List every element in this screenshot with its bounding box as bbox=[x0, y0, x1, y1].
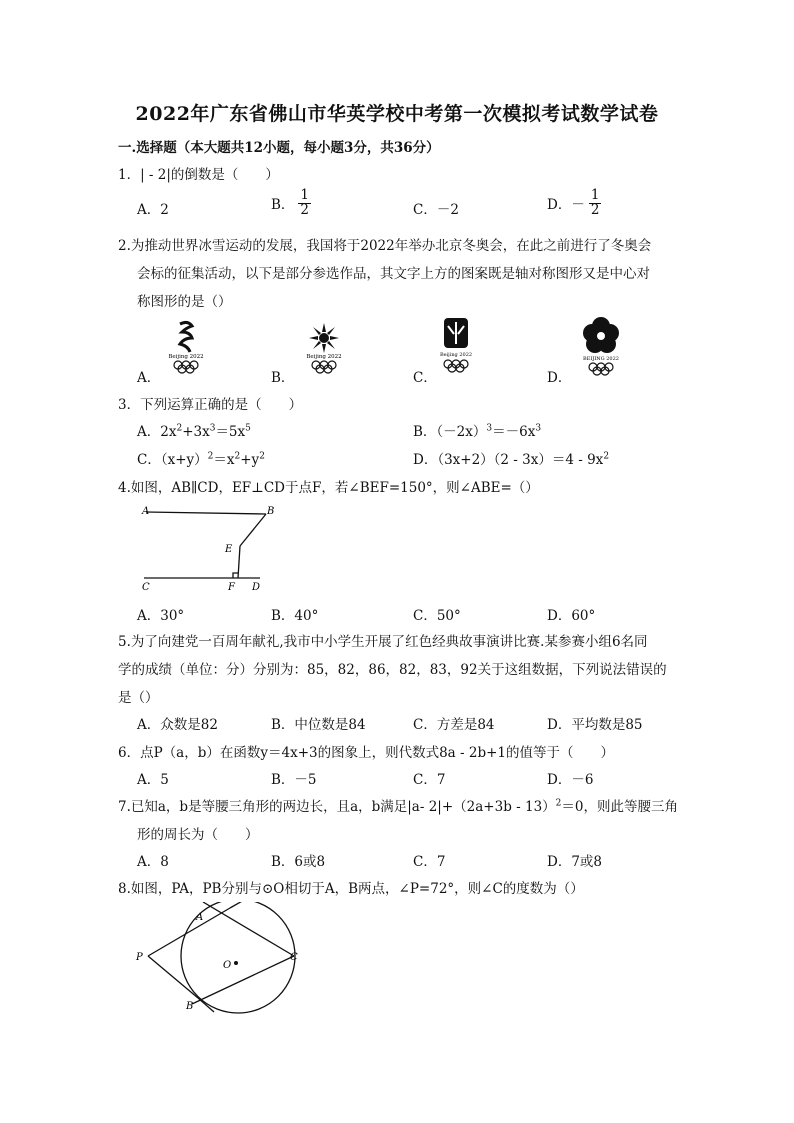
q2-option-d: D． bbox=[547, 370, 572, 386]
logo-c-caption: Beijing 2022 bbox=[439, 352, 473, 358]
logo-b-image bbox=[296, 318, 352, 376]
q8-label-b: B bbox=[186, 1001, 194, 1012]
q1-d-label: D．－ bbox=[547, 197, 585, 213]
q5-line-3: 是（） bbox=[118, 690, 159, 706]
q7-option-c: C．7 bbox=[413, 854, 446, 870]
q7-line-1-exp: 2 bbox=[555, 798, 562, 809]
logo-a-caption: Beijing 2022 bbox=[168, 354, 204, 360]
q7-line-1-part2: ＝0，则此等腰三角 bbox=[561, 799, 678, 815]
q1-option-c: C．－2 bbox=[413, 202, 459, 218]
q3-a-part1: A．2x bbox=[137, 424, 177, 440]
q2-line-2: 会标的征集活动，以下是部分参选作品，其文字上方的图案既是轴对称图形又是中心对 bbox=[137, 266, 650, 282]
q4-label-a: A bbox=[142, 506, 150, 517]
q8-label-o: O bbox=[223, 960, 232, 971]
q5-option-b: B．中位数是84 bbox=[271, 717, 366, 733]
q7-line-2: 形的周长为（ ） bbox=[137, 827, 259, 843]
q3-a-part3: ＝5x bbox=[215, 424, 246, 440]
q7-option-b: B．6或8 bbox=[271, 854, 326, 870]
q3-a-exp3: 5 bbox=[245, 423, 251, 434]
q3-a-exp2: 3 bbox=[209, 423, 216, 434]
logo-b-caption: Beijing 2022 bbox=[306, 354, 342, 360]
q8-label-p: P bbox=[136, 952, 143, 963]
q1-d-fraction bbox=[589, 189, 602, 217]
q1-option-b bbox=[271, 189, 311, 217]
section-heading: 一.选择题（本大题共12小题，每小题3分，共36分） bbox=[118, 140, 440, 156]
q4-label-e: E bbox=[225, 544, 233, 555]
q3-c-part3: +y bbox=[240, 452, 260, 468]
q2-option-a: A． bbox=[137, 370, 161, 386]
q8-figure bbox=[132, 902, 312, 1018]
exam-title: 2022年广东省佛山市华英学校中考第一次模拟考试数学试卷 bbox=[135, 103, 659, 125]
q1-b-denominator: 2 bbox=[300, 201, 310, 218]
q4-option-d: D．60° bbox=[547, 608, 596, 624]
q8-label-c: C bbox=[290, 952, 298, 963]
q3-d-exp1: 2 bbox=[603, 451, 610, 462]
q1-b-numerator: 1 bbox=[300, 187, 310, 203]
q1-stem: 1．| - 2|的倒数是（ ） bbox=[118, 167, 279, 183]
q3-a-exp1: 2 bbox=[176, 423, 183, 434]
q3-c-part1: C．（x+y） bbox=[137, 452, 208, 468]
q6-option-c: C．7 bbox=[413, 772, 446, 788]
q7-option-d: D．7或8 bbox=[547, 854, 603, 870]
q3-option-d bbox=[413, 448, 609, 468]
q6-option-a: A．5 bbox=[137, 772, 169, 788]
q3-option-c bbox=[137, 448, 265, 468]
q3-c-exp2: 2 bbox=[234, 451, 241, 462]
q4-option-a: A．30° bbox=[137, 608, 185, 624]
q2-option-b: B． bbox=[271, 370, 295, 386]
q1-d-denominator: 2 bbox=[590, 201, 600, 218]
q3-option-a bbox=[137, 420, 251, 440]
q5-option-a: A．众数是82 bbox=[137, 717, 218, 733]
q5-line-2: 学的成绩（单位：分）分别为：85，82，86，82，83，92关于这组数据，下列说法错误的 bbox=[118, 662, 667, 678]
q4-label-c: C bbox=[142, 582, 150, 593]
q7-line-1-part1: 7.已知a，b是等腰三角形的两边长，且a，b满足|a- 2|+（2a+3b - 13） bbox=[118, 799, 556, 815]
q1-option-d bbox=[547, 189, 601, 217]
q5-option-c: C．方差是84 bbox=[413, 717, 495, 733]
q5-option-d: D．平均数是85 bbox=[547, 717, 643, 733]
logo-d-image bbox=[573, 316, 629, 376]
logo-a-image bbox=[158, 318, 214, 376]
q1-b-fraction bbox=[298, 189, 311, 217]
q3-c-exp3: 2 bbox=[259, 451, 265, 462]
q3-a-part2: +3x bbox=[182, 424, 210, 440]
q2-line-1: 2.为推动世界冰雪运动的发展，我国将于2022年举办北京冬奥会，在此之前进行了冬奥会 bbox=[118, 238, 652, 254]
q3-d-part1: D．（3x+2）（2 - 3x）＝4 - 9x bbox=[413, 452, 604, 468]
logo-d-caption: BEIJING 2022 bbox=[583, 356, 619, 362]
q1-b-label: B． bbox=[271, 197, 295, 213]
q7-line-1 bbox=[118, 795, 678, 815]
q3-b-exp1: 3 bbox=[486, 423, 493, 434]
q4-label-b: B bbox=[267, 506, 275, 517]
q6-stem: 6．点P（a，b）在函数y＝4x+3的图象上，则代数式8a - 2b+1的值等于（ ） bbox=[118, 745, 615, 761]
q3-stem: 3．下列运算正确的是（ ） bbox=[118, 397, 303, 413]
q1-option-a: A．2 bbox=[137, 202, 169, 218]
q3-b-part2: ＝－6x bbox=[492, 424, 536, 440]
q2-option-c: C． bbox=[413, 370, 437, 386]
q4-stem: 4.如图，AB∥CD，EF⊥CD于点F，若∠BEF=150°，则∠ABE=（） bbox=[118, 480, 539, 496]
q8-stem: 8.如图，PA，PB分别与⊙O相切于A，B两点，∠P=72°，则∠C的度数为（） bbox=[118, 881, 584, 897]
q3-b-part1: B．（－2x） bbox=[413, 424, 487, 440]
q8-label-a: A bbox=[196, 912, 204, 923]
q4-option-b: B．40° bbox=[271, 608, 319, 624]
q6-option-d: D．－6 bbox=[547, 772, 594, 788]
logo-c-image bbox=[434, 316, 478, 376]
q3-c-part2: ＝x bbox=[213, 452, 235, 468]
q2-line-3: 称图形的是（） bbox=[137, 294, 232, 310]
q6-option-b: B．－5 bbox=[271, 772, 317, 788]
q5-line-1: 5.为了向建党一百周年献礼,我市中小学生开展了红色经典故事演讲比赛.某参赛小组6名同 bbox=[118, 634, 648, 650]
q3-c-exp1: 2 bbox=[207, 451, 214, 462]
q4-figure bbox=[138, 500, 278, 596]
q3-b-exp2: 3 bbox=[535, 423, 542, 434]
q4-label-f: F bbox=[228, 582, 235, 593]
q7-option-a: A．8 bbox=[137, 854, 169, 870]
q4-option-c: C．50° bbox=[413, 608, 461, 624]
q4-label-d: D bbox=[252, 582, 261, 593]
q1-d-numerator: 1 bbox=[590, 187, 600, 203]
q3-option-b bbox=[413, 420, 541, 440]
